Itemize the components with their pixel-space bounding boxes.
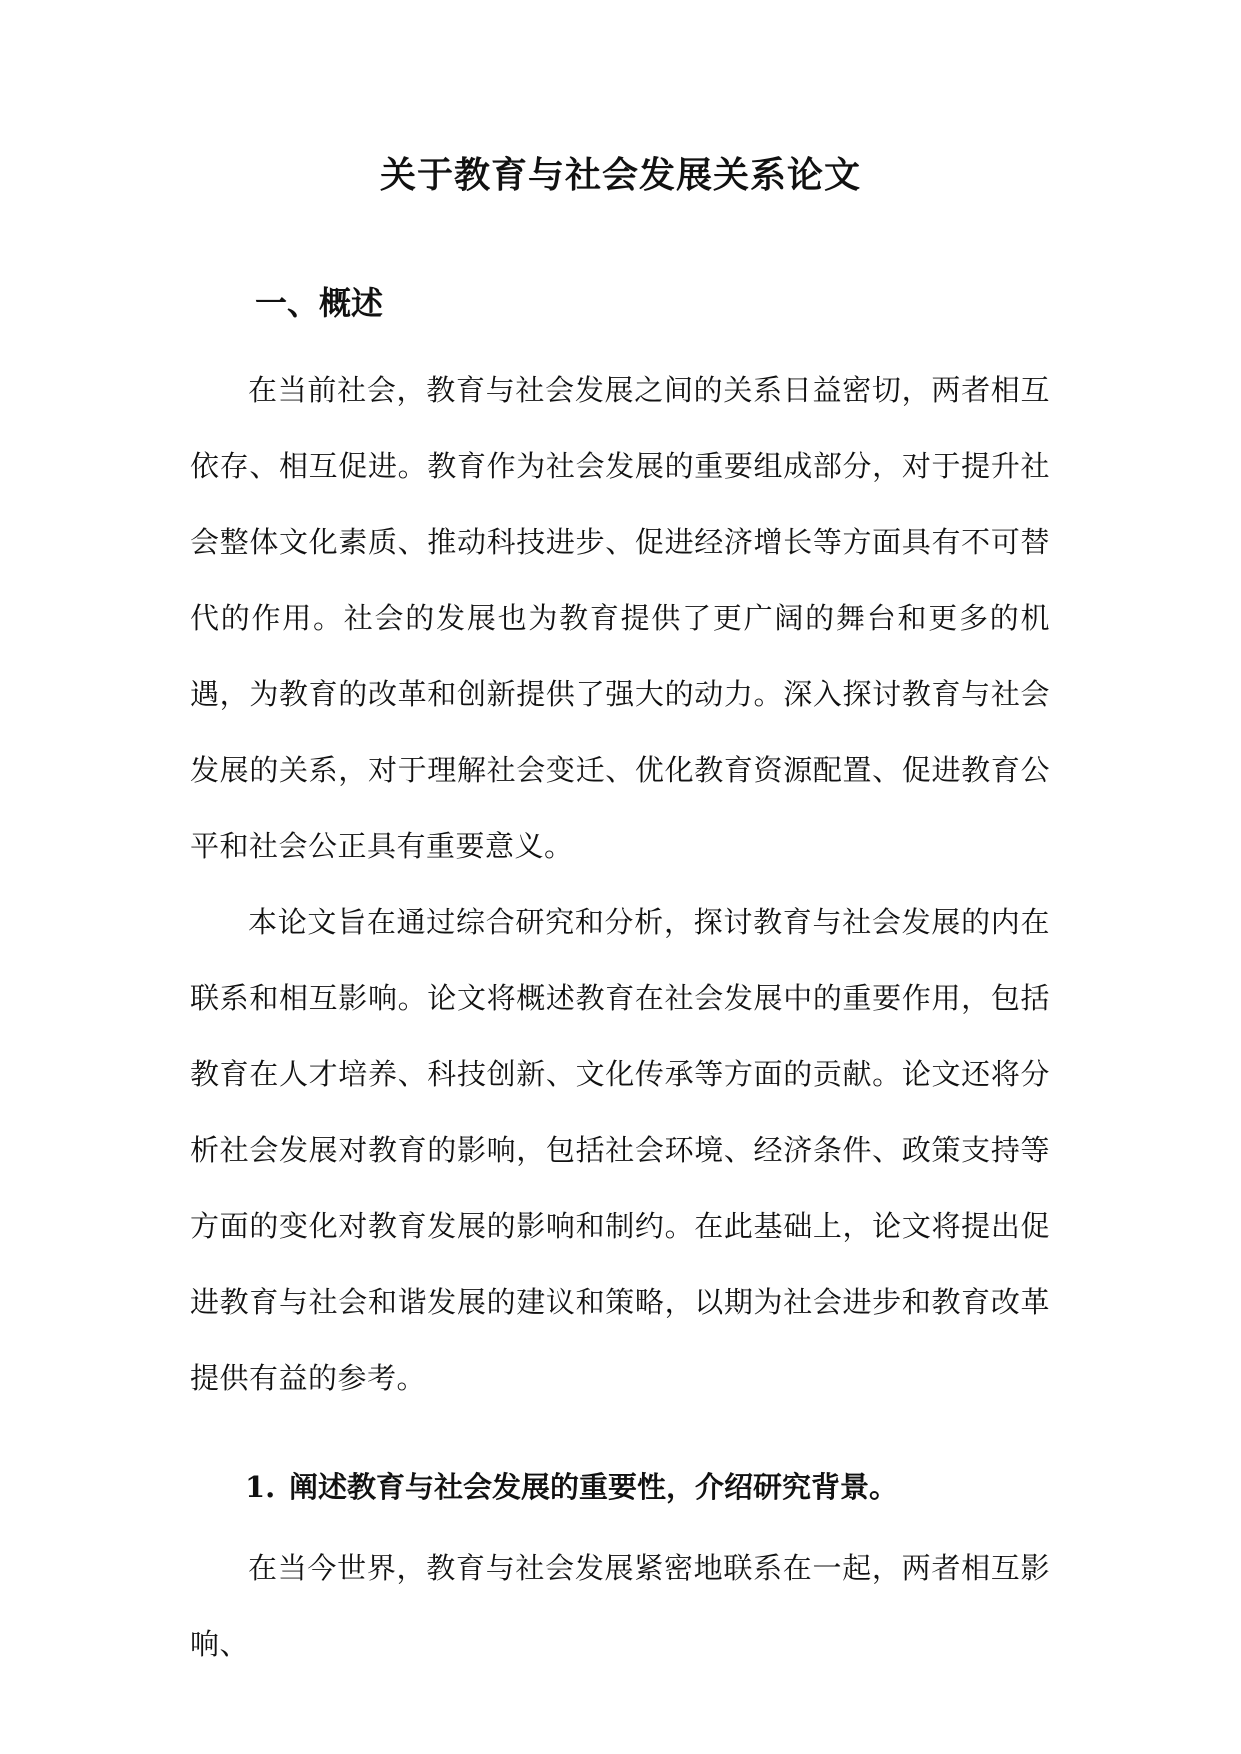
overview-paragraph-1: 在当前社会，教育与社会发展之间的关系日益密切，两者相互依存、相互促进。教育作为社会发展的重要组成部分，对于提升社会整体文化素质、推动科技进步、促进经济增长等方面具有不可替代的作用。社会的发展也为教育提供了更广阔的舞台和更多的机遇，为教育的改革和创新提供了强大的动力。深入探讨教育与社会发展的关系，对于理解社会变迁、优化教育资源配置、促进教育公平和社会公正具有重要意义。: [190, 373, 1050, 863]
subsection-heading: [245, 1462, 898, 1512]
document-title: 关于教育与社会发展关系论文: [379, 154, 861, 196]
overview-paragraph-2: 本论文旨在通过综合研究和分析，探讨教育与社会发展的内在联系和相互影响。论文将概述教育在社会发展中的重要作用，包括教育在人才培养、科技创新、文化传承等方面的贡献。论文还将分析社会发展对教育的影响，包括社会环境、经济条件、政策支持等方面的变化对教育发展的影响和制约。在此基础上，论文将提出促进教育与社会和谐发展的建议和策略，以期为社会进步和教育改革提供有益的参考。: [190, 905, 1050, 1395]
section-heading: 一、概述: [255, 284, 384, 322]
subsection-title: 阐述教育与社会发展的重要性，介绍研究背景。: [289, 1470, 899, 1504]
subsection-paragraph: 在当今世界，教育与社会发展紧密地联系在一起，两者相互影响、: [190, 1551, 1050, 1661]
subsection-number: 1.: [245, 1470, 276, 1504]
